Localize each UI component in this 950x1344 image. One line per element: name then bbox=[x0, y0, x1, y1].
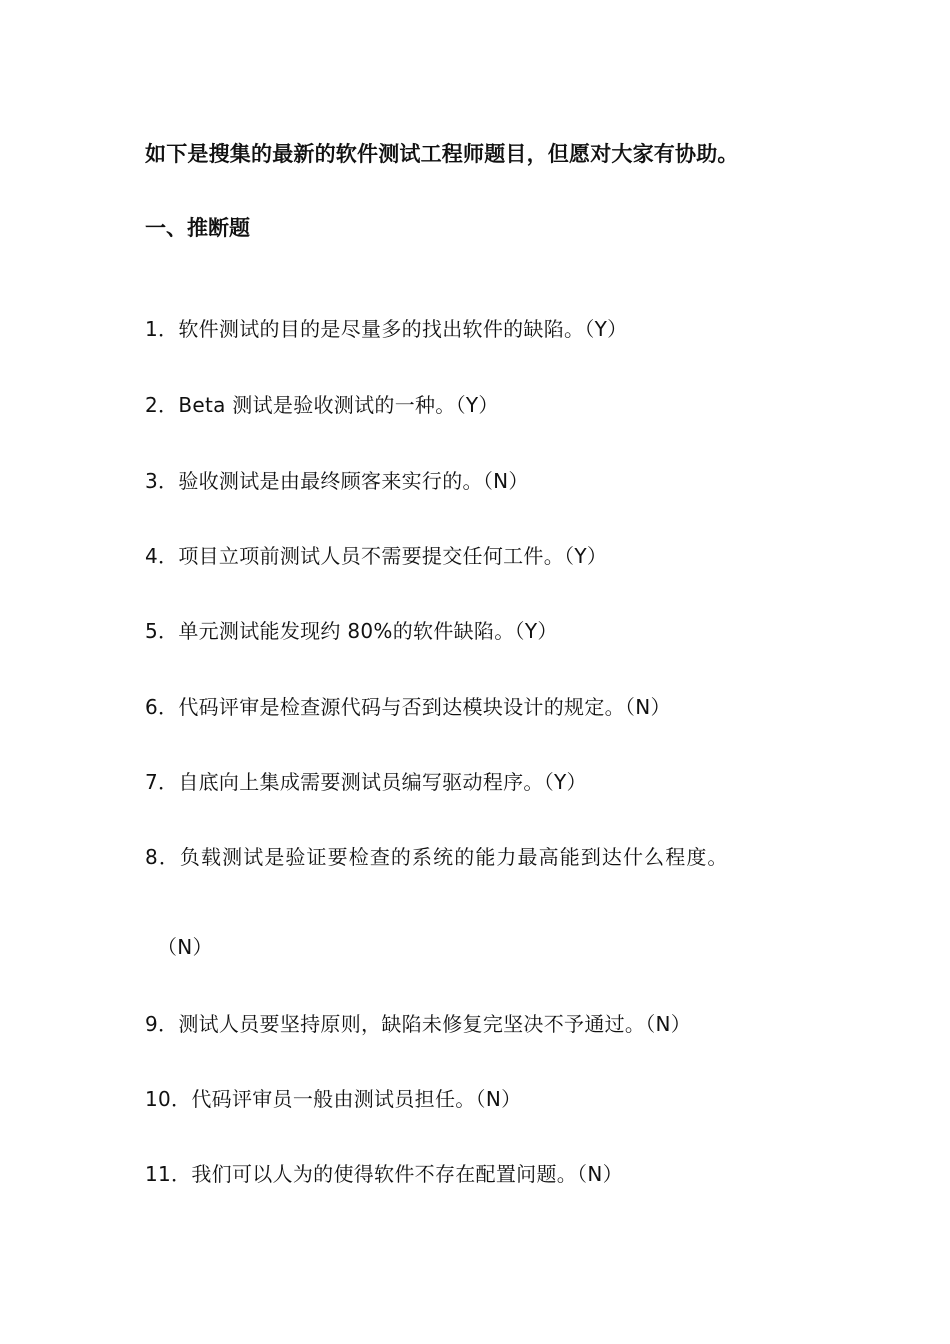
question-8-answer: （N） bbox=[157, 935, 213, 959]
question-9: 9．测试人员要坚持原则，缺陷未修复完坚决不予通过。（N） bbox=[145, 1012, 692, 1036]
question-2: 2．Beta 测试是验收测试的一种。（Y） bbox=[145, 393, 499, 417]
intro-text: 如下是搜集的最新的软件测试工程师题目，但愿对大家有协助。 bbox=[145, 142, 739, 166]
question-6: 6．代码评审是检查源代码与否到达模块设计的规定。（N） bbox=[145, 695, 671, 719]
question-10: 10．代码评审员一般由测试员担任。（N） bbox=[145, 1087, 522, 1111]
question-11: 11．我们可以人为的使得软件不存在配置问题。（N） bbox=[145, 1162, 623, 1186]
question-3: 3．验收测试是由最终顾客来实行的。（N） bbox=[145, 469, 529, 493]
question-4: 4．项目立项前测试人员不需要提交任何工件。（Y） bbox=[145, 544, 608, 568]
question-7: 7．自底向上集成需要测试员编写驱动程序。（Y） bbox=[145, 770, 587, 794]
question-8: 8．负载测试是验证要检查的系统的能力最高能到达什么程度。 bbox=[145, 845, 729, 869]
section-title: 一、推断题 bbox=[145, 216, 250, 240]
question-5: 5．单元测试能发现约 80%的软件缺陷。（Y） bbox=[145, 619, 558, 643]
question-1: 1．软件测试的目的是尽量多的找出软件的缺陷。（Y） bbox=[145, 317, 628, 341]
